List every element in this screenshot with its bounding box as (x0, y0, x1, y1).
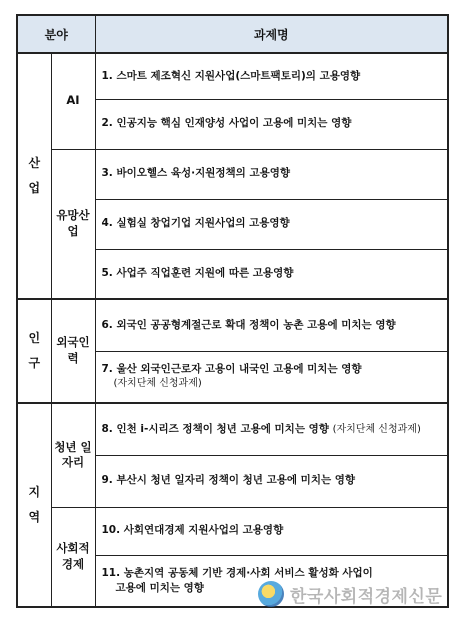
task-7-text: 7. 울산 외국인근로자 고용이 내국인 고용에 미치는 영향 (101, 362, 362, 375)
category-industry-char: 산 (28, 155, 41, 170)
category-population-char: 인 (28, 330, 41, 345)
task-8 (95, 403, 448, 455)
subcategory-label-line: 자리 (61, 455, 85, 470)
header-field: 분야 (17, 15, 95, 53)
category-population-char: 구 (28, 356, 41, 370)
category-industry-char: 업 (28, 181, 41, 195)
task-11-line: 고용에 미치는 영향 (115, 581, 204, 594)
task-2: 2. 인공지능 핵심 인재양성 사업이 고용에 미치는 영향 (95, 99, 448, 149)
table-row (17, 507, 448, 555)
subcategory-youth-jobs (51, 403, 95, 507)
category-region-char: 지 (28, 484, 41, 499)
task-11 (95, 555, 448, 607)
header-title: 과제명 (95, 15, 448, 53)
subcategory-ai: AI (51, 53, 95, 149)
subcategory-social-economy (51, 507, 95, 607)
task-10: 10. 사회연대경제 지원사업의 고용영향 (95, 507, 448, 555)
subcategory-label-line: 사회적 (56, 541, 90, 556)
category-region-char: 역 (28, 510, 41, 524)
task-7 (95, 351, 448, 403)
category-population (17, 299, 51, 403)
watermark-text: 한국사회적경제신문 (290, 586, 443, 607)
task-1: 1. 스마트 제조혁신 지원사업(스마트팩토리)의 고용영향 (95, 53, 448, 99)
task-11-line: 11. 농촌지역 공동체 기반 경제·사회 서비스 활성화 사업이 (101, 566, 373, 579)
subcategory-label-line: 청년 일 (54, 439, 92, 454)
header-row (17, 15, 448, 53)
subcategory-label-line: 력 (67, 351, 79, 365)
category-industry (17, 53, 51, 299)
task-8-note: (자치단체 신청과제) (332, 423, 421, 435)
subcategory-label-line: 외국인 (56, 335, 90, 350)
subcategory-promising-industry (51, 149, 95, 299)
subcategory-label-line: 업 (67, 223, 79, 238)
table-row (17, 403, 448, 455)
assignment-table (16, 14, 449, 608)
task-5: 5. 사업주 직업훈련 지원에 따른 고용영향 (95, 249, 448, 299)
table-row (17, 53, 448, 99)
category-region (17, 403, 51, 607)
task-9: 9. 부산시 청년 일자리 정책이 청년 고용에 미치는 영향 (95, 455, 448, 507)
task-7-note: (자치단체 신청과제) (113, 378, 202, 390)
task-8-text: 8. 인천 i-시리즈 정책이 청년 고용에 미치는 영향 (101, 422, 329, 435)
task-3: 3. 바이오헬스 육성·지원정책의 고용영향 (95, 149, 448, 199)
subcategory-foreign-workforce (51, 299, 95, 403)
task-6: 6. 외국인 공공형계절근로 확대 정책이 농촌 고용에 미치는 영향 (95, 299, 448, 351)
subcategory-label-line: 경제 (61, 556, 85, 571)
subcategory-label-line: 유망산 (56, 208, 90, 223)
table-row (17, 149, 448, 199)
task-4: 4. 실험실 창업기업 지원사업의 고용영향 (95, 199, 448, 249)
table-row (17, 299, 448, 351)
